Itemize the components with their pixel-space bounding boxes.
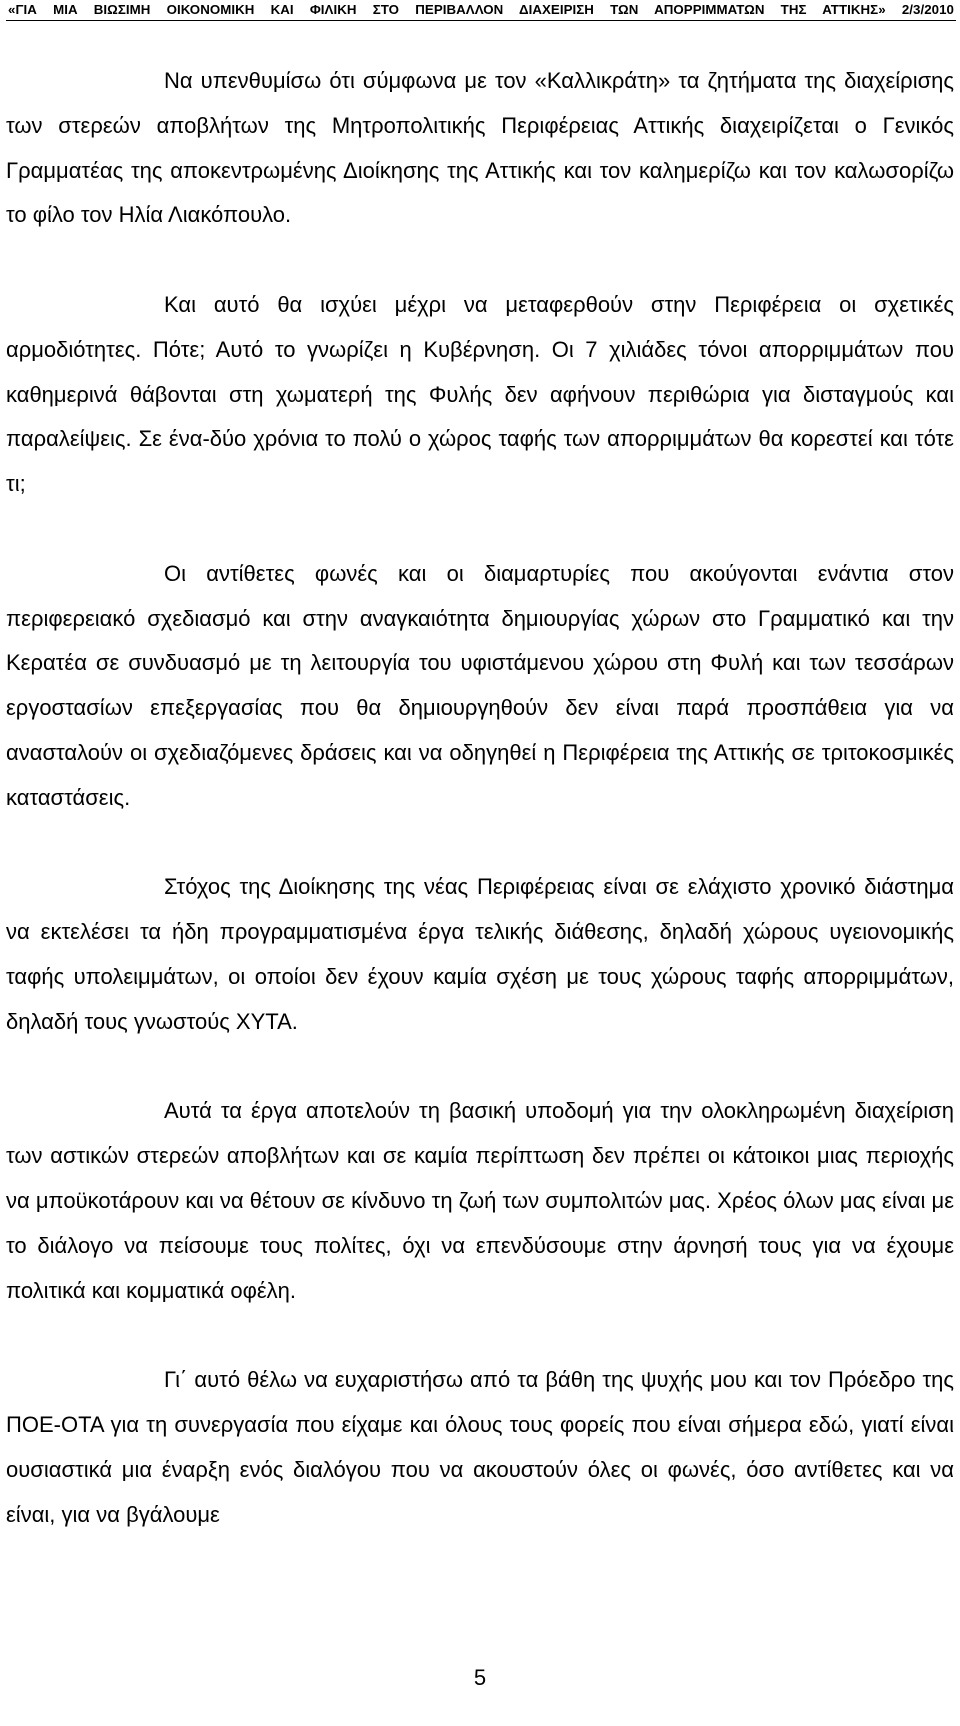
paragraph-6: Γι΄ αυτό θέλω να ευχαριστήσω από τα βάθη της ψυχής μου και τον Πρόεδρο της ΠΟΕ-ΟΤΑ για τη συνεργασία που είχαμε και όλους τους φορείς που είναι σήμερα εδώ, γιατί είναι ουσιαστικά μια έναρξη ενός διαλόγου που να ακουστούν όλες οι φωνές, όσο αντίθετες και να είναι, για να βγάλουμε xyxy=(6,1367,954,1527)
document-body xyxy=(6,59,954,1537)
page-number: 5 xyxy=(473,1665,487,1690)
running-header: «ΓΙΑ ΜΙΑ ΒΙΩΣΙΜΗ ΟΙΚΟΝΟΜΙΚΗ ΚΑΙ ΦΙΛΙΚΗ ΣΤΟ ΠΕΡΙΒΑΛΛΟΝ ΔΙΑΧΕΙΡΙΣΗ ΤΩΝ ΑΠΟΡΡΙΜΜΑΤΩΝ ΤΗΣ ΑΤΤΙΚΗΣ» 2/3/2010 xyxy=(8,2,954,17)
paragraph-1: Να υπενθυμίσω ότι σύμφωνα με τον «Καλλικράτη» τα ζητήματα της διαχείρισης των στερεών αποβλήτων της Μητροπολιτικής Περιφέρειας Αττικής διαχειρίζεται ο Γενικός Γραμματέας της αποκεντρωμένης Διοίκησης της Αττικής και τον καλημερίζω και τον καλωσορίζω το φίλο τον Ηλία Λιακόπουλο. xyxy=(6,68,954,228)
paragraph-5: Αυτά τα έργα αποτελούν τη βασική υποδομή για την ολοκληρωμένη διαχείριση των αστικών στερεών αποβλήτων και σε καμία περίπτωση δεν πρέπει οι κάτοικοι μιας περιοχής να μποϋκοτάρουν και να θέτουν σε κίνδυνο τη ζωή των συμπολιτών μας. Χρέος όλων μας είναι με το διάλογο να πείσουμε τους πολίτες, όχι να επενδύσουμε στην άρνησή τους για να έχουμε πολιτικά και κομματικά οφέλη. xyxy=(6,1098,954,1303)
paragraph-4: Στόχος της Διοίκησης της νέας Περιφέρειας είναι σε ελάχιστο χρονικό διάστημα να εκτελέσει τα ήδη προγραμματισμένα έργα τελικής διάθεσης, δηλαδή χώρους υγειονομικής ταφής υπολειμμάτων, οι οποίοι δεν έχουν καμία σχέση με τους χώρους ταφής απορριμμάτων, δηλαδή τους γνωστούς ΧΥΤΑ. xyxy=(6,874,954,1034)
paragraph-2: Και αυτό θα ισχύει μέχρι να μεταφερθούν στην Περιφέρεια οι σχετικές αρμοδιότητες. Πότε; Αυτό το γνωρίζει η Κυβέρνηση. Οι 7 χιλιάδες τόνοι απορριμμάτων που καθημερινά θάβονται στη χωματερή της Φυλής δεν αφήνουν περιθώρια για δισταγμούς και παραλείψεις. Σε ένα-δύο χρόνια το πολύ ο χώρος ταφής των απορριμμάτων θα κορεστεί και τότε τι; xyxy=(6,291,954,497)
paragraph-3: Οι αντίθετες φωνές και οι διαμαρτυρίες που ακούγονται ενάντια στον περιφερειακό σχεδιασμό και στην αναγκαιότητα δημιουργίας χώρων στο Γραμματικό και την Κερατέα σε συνδυασμό με τη λειτουργία του υφιστάμενου χώρου στη Φυλή και των τεσσάρων εργοστασίων επεξεργασίας που θα δημιουργηθούν δεν είναι παρά προσπάθεια για να ανασταλούν οι σχεδιαζόμενες δράσεις και να οδηγηθεί η Περιφέρεια της Αττικής σε τριτοκοσμικές καταστάσεις. xyxy=(6,560,954,810)
header-rule xyxy=(6,20,956,21)
